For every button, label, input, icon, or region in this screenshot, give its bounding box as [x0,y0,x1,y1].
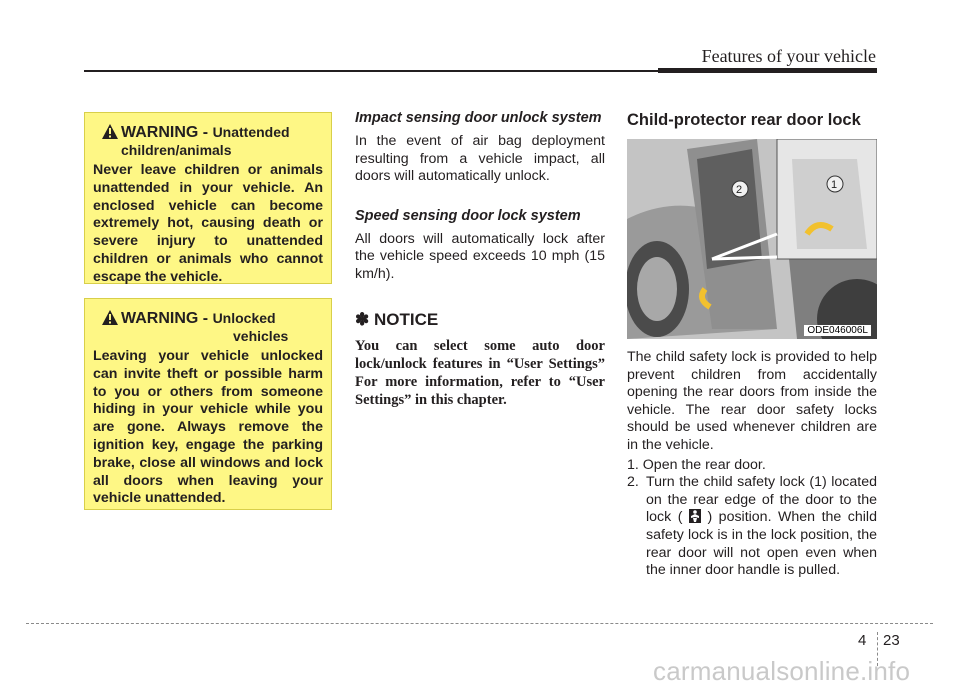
warning-subject-line2: vehicles [233,328,289,344]
warning-box-unattended [84,112,332,284]
step-1: 1. Open the rear door. [627,456,766,473]
header-rule-accent [658,68,877,73]
door-lock-features-column [355,110,605,409]
step-2 [627,474,877,580]
notice-body: You can select some auto door lock/unlock features in “User Settings” For more information, refer to “User Settings” in this chapter. [355,337,605,408]
section-number: 4 [858,632,867,649]
step-2-text [646,474,877,580]
step-2-text-b: ) position. When the child safety lock is in the lock position, the rear door will not open even when the inner door handle is pulled. [646,509,877,579]
warning-box-unlocked [84,298,332,510]
notice-heading: ✽ NOTICE [355,309,439,329]
step-2-number: 2. [627,474,639,491]
warning-heading [93,123,323,142]
car-rear-door-illustration [627,139,877,339]
warning-subject: Unattended [212,124,290,140]
warning-body: Leaving your vehicle unlocked can invite theft or possible harm to you or others from someone hiding in your vehicle while you are gone. Always remove the ignition key, engage the parking brake, close all windows and lock all doors when leaving your vehicle unattended. [93,348,323,507]
warning-triangle-icon [101,123,119,140]
rear-door-photo [627,139,877,339]
page-number: 23 [883,632,900,649]
callout-1: 1 [831,179,838,191]
warning-subject: Unlocked [212,310,276,326]
impact-body: In the event of air bag deployment resulting from a vehicle impact, all doors will automatically unlock. [355,133,605,185]
child-lock-intro: The child safety lock is provided to help prevent children from accidentally opening the rear doors from inside the vehicle. The rear door safety locks should be used whenever children are in the vehicle. [627,349,877,453]
child-lock-steps [627,457,877,580]
warning-label: WARNING - [121,124,209,141]
speed-body: All doors will automatically lock after the vehicle speed exceeds 10 mph (15 km/h). [355,230,605,282]
watermark: carmanualsonline.info [653,656,911,686]
warning-label: WARNING - [121,310,209,327]
impact-heading: Impact sensing door unlock system [355,110,602,126]
step-2-text-a: Turn the child safety lock (1) located on the rear edge of the door to the lock ( [646,474,877,526]
footer-rule [26,623,933,624]
photo-code: ODE046006L [804,325,871,336]
child-lock-heading: Child-protector rear door lock [627,111,861,129]
warning-body: Never leave children or animals unattended in your vehicle. An enclosed vehicle can become extremely hot, causing death or severe injury to unattended children or animals who cannot escape the vehicle. [93,162,323,285]
warning-heading [93,309,323,328]
child-lock-column [627,110,877,580]
running-header: Features of your vehicle [701,46,876,66]
child-lock-icon [689,509,701,523]
warning-subject-line2: children/animals [121,142,232,158]
speed-heading: Speed sensing door lock system [355,207,581,224]
warning-triangle-icon [101,309,119,326]
callout-2: 2 [736,184,743,196]
